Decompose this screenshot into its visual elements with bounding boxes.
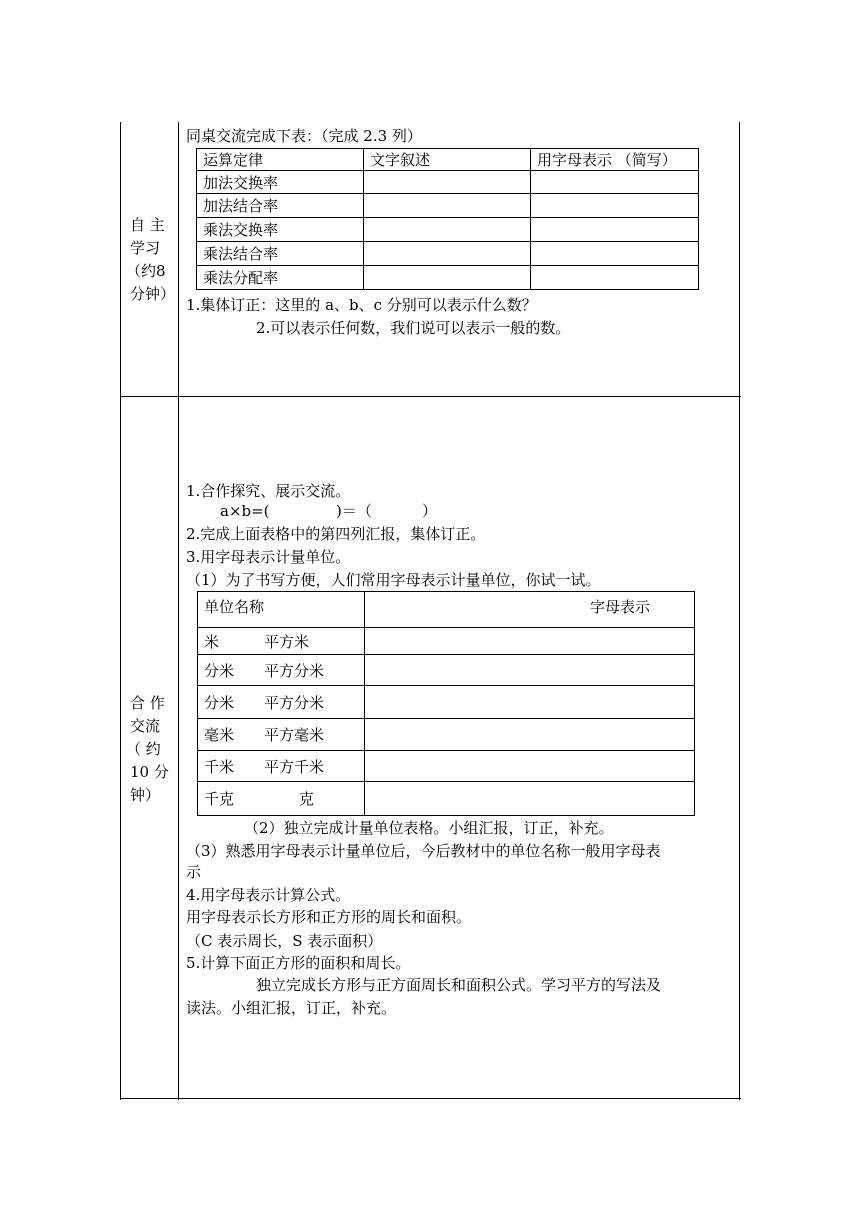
section1-label-line4: 分钟） xyxy=(130,285,176,303)
section1-question-1: 1.集体订正：这里的 a、b、c 分别可以表示什么数？ xyxy=(186,296,537,314)
unit-name-cell xyxy=(198,655,365,686)
section2-label-line4: 10 分 xyxy=(130,763,169,781)
unit-name-a: 千克 xyxy=(204,790,235,808)
law-table-header-law: 运算定律 xyxy=(197,149,364,171)
unit-name-a: 千米 xyxy=(204,757,235,776)
section2-item-3-3-line2: 示 xyxy=(186,863,202,881)
section1-label-line3: （约8 xyxy=(126,262,166,280)
section2-item-3-3-line1: （3）熟悉用字母表示计量单位后，今后教材中的单位名称一般用字母表 xyxy=(186,842,661,860)
law-letters-cell[interactable] xyxy=(531,266,699,290)
section2-item-4-line2: （C 表示周长，S 表示面积） xyxy=(186,932,383,950)
unit-name-b: 平方分米 xyxy=(264,693,325,712)
unit-name-b: 平方毫米 xyxy=(264,726,325,744)
law-description-cell[interactable] xyxy=(364,218,531,242)
unit-name-cell xyxy=(198,751,365,782)
section2-item-1: 1.合作探究、展示交流。 xyxy=(186,482,351,500)
unit-name-a: 米 xyxy=(204,632,220,651)
unit-name-a: 分米 xyxy=(204,693,235,712)
law-description-cell[interactable] xyxy=(364,194,531,218)
section2-label-line3: （ 约 xyxy=(126,740,161,758)
law-letters-cell[interactable] xyxy=(531,171,699,194)
unit-name-cell xyxy=(198,686,365,719)
unit-name-cell xyxy=(198,782,365,816)
law-letters-cell[interactable] xyxy=(531,194,699,218)
unit-letter-cell[interactable] xyxy=(365,628,695,655)
section1-intro: 同桌交流完成下表：（完成 2.3 列） xyxy=(186,127,422,145)
law-letters-cell[interactable] xyxy=(531,218,699,242)
section2-item-4-line1: 用字母表示长方形和正方形的周长和面积。 xyxy=(186,908,472,926)
unit-name-a: 毫米 xyxy=(204,726,235,744)
law-table-header-row xyxy=(197,149,699,171)
unit-table-header-name: 单位名称 xyxy=(198,592,365,628)
frame-row-separator xyxy=(120,396,741,397)
table-row xyxy=(197,218,699,242)
formula-part-c: ） xyxy=(422,502,438,520)
table-row xyxy=(198,655,695,686)
unit-name-cell xyxy=(198,628,365,655)
law-name-cell: 乘法结合率 xyxy=(197,242,364,266)
unit-letter-cell[interactable] xyxy=(365,751,695,782)
section2-item-2: 2.完成上面表格中的第四列汇报，集体订正。 xyxy=(186,525,486,543)
table-row xyxy=(198,628,695,655)
law-table-header-description: 文字叙述 xyxy=(364,149,531,171)
section2-label-line5: 钟） xyxy=(130,786,161,804)
operation-law-table xyxy=(196,148,699,290)
unit-table xyxy=(197,591,695,816)
table-row xyxy=(197,242,699,266)
section1-label-line1: 自 主 xyxy=(130,216,165,234)
section2-item-5-line2: 读法。小组汇报，订正，补充。 xyxy=(186,999,397,1017)
frame-right-border xyxy=(739,122,740,1100)
unit-letter-cell[interactable] xyxy=(365,719,695,751)
table-row xyxy=(198,751,695,782)
law-name-cell: 加法结合率 xyxy=(197,194,364,218)
unit-letter-cell[interactable] xyxy=(365,686,695,719)
unit-table-header-letter: 字母表示 xyxy=(365,592,695,628)
table-row xyxy=(198,686,695,719)
law-name-cell: 乘法交换率 xyxy=(197,218,364,242)
section2-item-5: 5.计算下面正方形的面积和周长。 xyxy=(186,954,411,972)
section2-item-3: 3.用字母表示计量单位。 xyxy=(186,548,351,566)
law-description-cell[interactable] xyxy=(364,242,531,266)
section2-item-3-2: （2）独立完成计量单位表格。小组汇报，订正，补充。 xyxy=(244,819,614,837)
unit-name-b: 克 xyxy=(299,790,315,808)
formula-part-b: )＝（ xyxy=(336,502,372,520)
frame-divider-vertical xyxy=(178,122,179,1100)
law-description-cell[interactable] xyxy=(364,171,531,194)
formula-part-a: a×b=( xyxy=(220,502,270,520)
unit-name-b: 平方千米 xyxy=(264,757,325,776)
unit-name-cell xyxy=(198,719,365,751)
section1-label-line2: 学习 xyxy=(130,239,161,257)
table-row xyxy=(197,171,699,194)
unit-name-b: 平方分米 xyxy=(264,661,325,680)
law-name-cell: 乘法分配率 xyxy=(197,266,364,290)
frame-bottom-border xyxy=(120,1098,741,1099)
law-name-cell: 加法交换率 xyxy=(197,171,364,194)
table-row xyxy=(197,194,699,218)
unit-letter-cell[interactable] xyxy=(365,782,695,816)
unit-letter-cell[interactable] xyxy=(365,655,695,686)
unit-name-a: 分米 xyxy=(204,661,235,680)
unit-name-b: 平方米 xyxy=(264,632,310,651)
unit-table-header-row xyxy=(198,592,695,628)
law-description-cell[interactable] xyxy=(364,266,531,290)
section2-label-line2: 交流 xyxy=(130,717,161,735)
table-row xyxy=(198,719,695,751)
section2-item-4: 4.用字母表示计算公式。 xyxy=(186,886,351,904)
section2-label-line1: 合 作 xyxy=(130,694,165,712)
frame-left-border xyxy=(120,122,121,1100)
law-letters-cell[interactable] xyxy=(531,242,699,266)
table-row xyxy=(198,782,695,816)
table-row xyxy=(197,266,699,290)
section2-item-5-line1: 独立完成长方形与正方面周长和面积公式。学习平方的写法及 xyxy=(256,976,662,994)
section2-item-3-1: （1）为了书写方便，人们常用字母表示计量单位，你试一试。 xyxy=(186,571,601,589)
section1-question-2: 2.可以表示任何数，我们说可以表示一般的数。 xyxy=(256,319,571,337)
law-table-header-letters: 用字母表示 （简写） xyxy=(531,149,699,171)
